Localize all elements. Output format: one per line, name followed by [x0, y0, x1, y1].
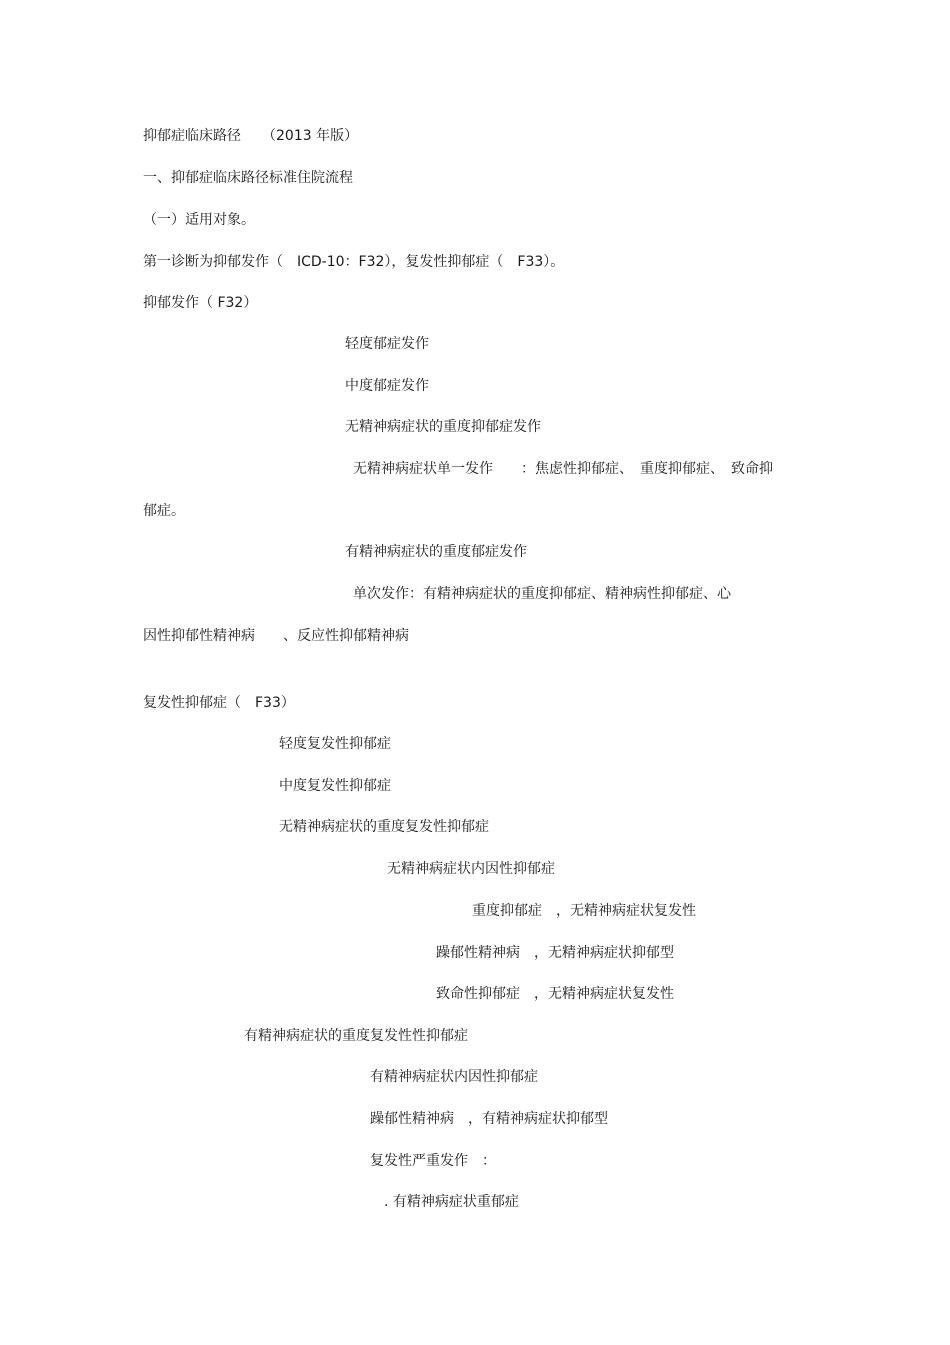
f33-item: . 有精神病症状重郁症	[384, 1194, 519, 1210]
f33-item: 复发性严重发作 ：	[370, 1153, 496, 1169]
f33-item: 致命性抑郁症 ，无精神病症状复发性	[436, 986, 674, 1002]
f32-item: 中度郁症发作	[345, 378, 429, 394]
f33-item: 无精神病症状内因性抑郁症	[387, 861, 555, 877]
f33-item: 有精神病症状内因性抑郁症	[370, 1069, 538, 1085]
diagnosis-line: 第一诊断为抑郁发作（ ICD-10：F32），复发性抑郁症（ F33）。	[143, 254, 565, 270]
f33-item: 重度抑郁症 ，无精神病症状复发性	[472, 903, 696, 919]
f32-item: 有精神病症状的重度郁症发作	[345, 544, 527, 560]
f33-heading: 复发性抑郁症（ F33）	[143, 695, 295, 711]
f32-item: 无精神病症状单一发作 ：焦虑性抑郁症、 重度抑郁症、 致命抑	[353, 461, 773, 477]
f32-item: 无精神病症状的重度抑郁症发作	[345, 419, 541, 435]
f33-item: 有精神病症状的重度复发性性抑郁症	[244, 1028, 468, 1044]
section-heading: 一、抑郁症临床路径标准住院流程	[143, 170, 353, 186]
document-title: 抑郁症临床路径 （2013 年版）	[143, 128, 359, 144]
subsection-heading: （一）适用对象。	[143, 212, 255, 228]
f32-item-continuation: 郁症。	[143, 503, 185, 519]
f32-item: 轻度郁症发作	[345, 336, 429, 352]
f32-item-continuation: 因性抑郁性精神病 、反应性抑郁精神病	[143, 628, 409, 644]
f32-item: 单次发作：有精神病症状的重度抑郁症、精神病性抑郁症、心	[353, 586, 731, 602]
f33-item: 无精神病症状的重度复发性抑郁症	[279, 819, 489, 835]
f33-item: 躁郁性精神病 ，有精神病症状抑郁型	[370, 1111, 608, 1127]
f33-item: 轻度复发性抑郁症	[279, 736, 391, 752]
f33-item: 躁郁性精神病 ，无精神病症状抑郁型	[436, 945, 674, 961]
f33-item: 中度复发性抑郁症	[279, 778, 391, 794]
f32-heading: 抑郁发作（ F32）	[143, 295, 258, 311]
